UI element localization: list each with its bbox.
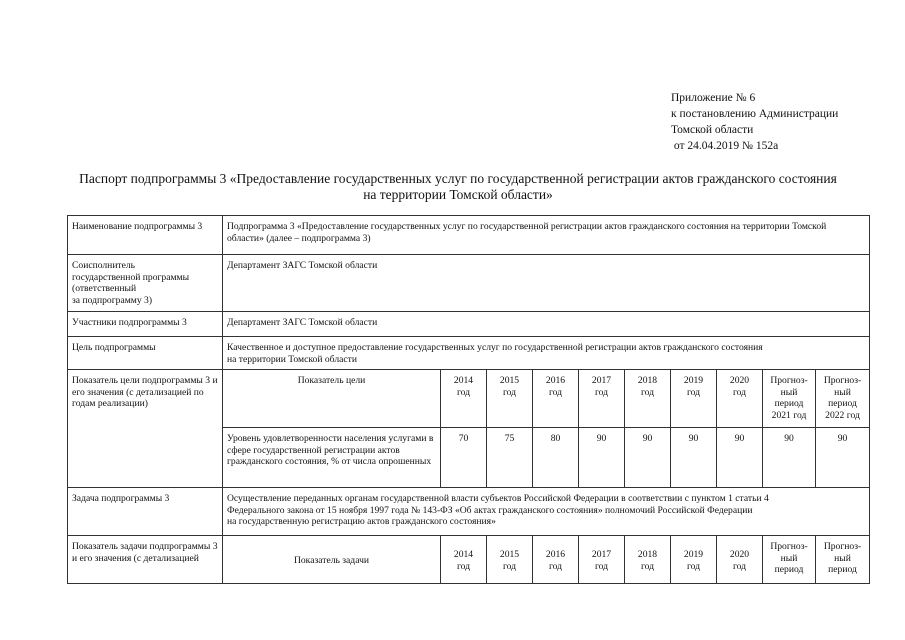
passport-table xyxy=(67,215,870,584)
indicator-value: 90 xyxy=(671,428,717,488)
indicator-value: 90 xyxy=(625,428,671,488)
year-header: 2018 год xyxy=(625,536,671,584)
row-value: Департамент ЗАГС Томской области xyxy=(223,312,870,337)
row-label: Показатель цели подпрограммы 3 и его значения (с детализацией по годам реализации) xyxy=(68,370,223,488)
year-header: 2016 год xyxy=(533,536,579,584)
row-label: Цель подпрограммы xyxy=(68,337,223,370)
year-header: 2019 год xyxy=(671,536,717,584)
document-title xyxy=(40,171,876,203)
title-line: Паспорт подпрограммы 3 «Предоставление государственных услуг по государственной регистрации актов гражданского состояния xyxy=(79,171,837,186)
indicator-value: 90 xyxy=(579,428,625,488)
row-label: Задача подпрограммы 3 xyxy=(68,488,223,536)
label-line: (ответственный xyxy=(72,283,137,294)
row-label: Участники подпрограммы 3 xyxy=(68,312,223,337)
table-row xyxy=(68,312,870,337)
value-line: Качественное и доступное предоставление государственных услуг по государственной регистрации актов гражданского состояния xyxy=(227,342,763,353)
indicator-value: 90 xyxy=(816,428,870,488)
label-line: Соисполнитель xyxy=(72,260,136,271)
forecast-header: Прогноз- ный период 2022 год xyxy=(816,370,870,428)
annex-line: от 24.04.2019 № 152а xyxy=(671,140,779,152)
annex-line: Приложение № 6 xyxy=(671,92,756,104)
year-header: 2016 год xyxy=(533,370,579,428)
row-value: Департамент ЗАГС Томской области xyxy=(223,255,870,312)
forecast-header: Прогноз- ный период xyxy=(816,536,870,584)
indicator-value: 90 xyxy=(717,428,763,488)
row-value: Подпрограмма 3 «Предоставление государственных услуг по государственной регистрации актов гражданского состояния на территории Томской области» (далее – подпрограмма 3) xyxy=(223,216,870,255)
indicator-value: 75 xyxy=(487,428,533,488)
indicator-value: 80 xyxy=(533,428,579,488)
value-line: Федерального закона от 15 ноября 1997 года № 143-ФЗ «Об актах гражданского состояния» полномочий Российской Федерации xyxy=(227,504,753,516)
title-line: на территории Томской области» xyxy=(363,187,553,202)
indicator-header: Показатель цели xyxy=(223,370,441,428)
year-header: 2017 год xyxy=(579,370,625,428)
table-row xyxy=(68,536,870,584)
annex-line: к постановлению Администрации xyxy=(671,108,839,120)
indicator-value: 90 xyxy=(763,428,816,488)
value-line: на территории Томской области xyxy=(227,353,357,365)
table-row xyxy=(68,488,870,536)
annex-block xyxy=(671,90,838,154)
label-line: за подпрограмму 3) xyxy=(72,294,153,306)
indicator-value: 70 xyxy=(441,428,487,488)
row-label xyxy=(68,255,223,312)
indicator-header: Показатель задачи xyxy=(223,536,441,584)
forecast-header: Прогноз- ный период xyxy=(763,536,816,584)
row-label: Наименование подпрограммы 3 xyxy=(68,216,223,255)
label-line: государственной программы xyxy=(72,271,190,283)
row-value xyxy=(223,488,870,536)
year-header: 2019 год xyxy=(671,370,717,428)
annex-line: Томской области xyxy=(671,124,754,136)
year-header: 2015 год xyxy=(487,370,533,428)
value-line: на государственную регистрацию актов гражданского состояния» xyxy=(227,516,496,527)
year-header: 2014 год xyxy=(441,370,487,428)
row-label: Показатель задачи подпрограммы 3 и его значения (с детализацией xyxy=(68,536,223,584)
year-header: 2020 год xyxy=(717,370,763,428)
year-header: 2017 год xyxy=(579,536,625,584)
forecast-header: Прогноз- ный период 2021 год xyxy=(763,370,816,428)
value-line: Осуществление переданных органам государственной власти субъектов Российской Федерации в соответствии с пунктом 1 статьи 4 xyxy=(227,493,769,504)
year-header: 2014 год xyxy=(441,536,487,584)
table-row xyxy=(68,337,870,370)
table-row xyxy=(68,255,870,312)
indicator-name: Уровень удовлетворенности населения услугами в сфере государственной регистрации актов гражданского состояния, % от числа опрошенных xyxy=(223,428,441,488)
year-header: 2018 год xyxy=(625,370,671,428)
row-value xyxy=(223,337,870,370)
table-row xyxy=(68,216,870,255)
year-header: 2015 год xyxy=(487,536,533,584)
year-header: 2020 год xyxy=(717,536,763,584)
table-row xyxy=(68,370,870,428)
